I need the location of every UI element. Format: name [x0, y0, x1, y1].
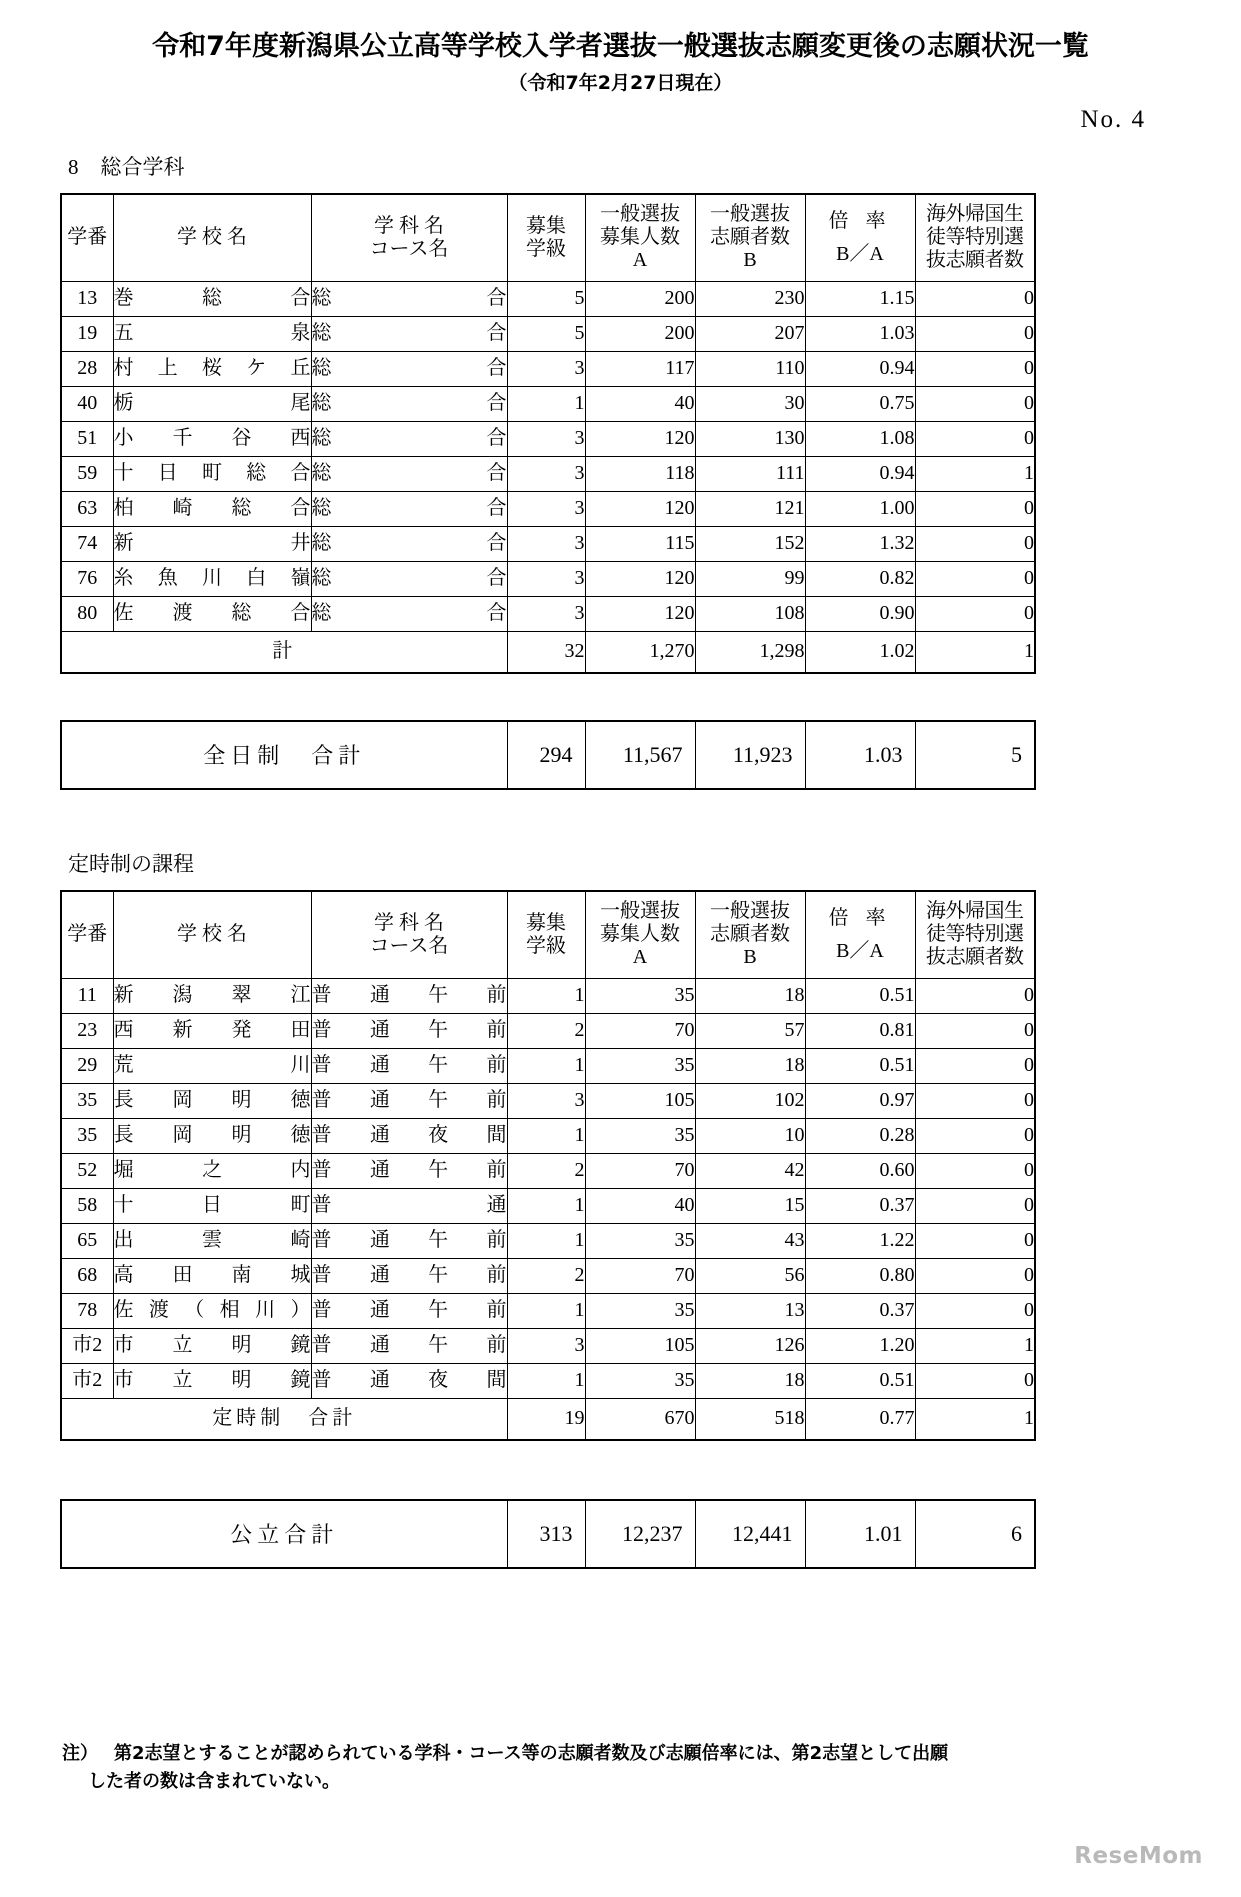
col-header-general-a-line1: 一般選抜: [600, 900, 680, 923]
cell-general-b: 18: [695, 1048, 805, 1083]
cell-gakuban: 29: [61, 1048, 113, 1083]
section-1-number: 8: [68, 154, 79, 179]
cell-gakuban: 11: [61, 978, 113, 1013]
col-header-course-name: [311, 891, 507, 979]
public-summary-ratio: 1.01: [805, 1500, 915, 1568]
cell-general-a: 120: [585, 596, 695, 631]
table-row: [61, 978, 1035, 1013]
page-number: No. 4: [1080, 106, 1146, 133]
cell-course-name: 総 合: [311, 281, 507, 316]
col-header-capacity-line2: 学級: [526, 934, 566, 957]
cell-course-name: 普 通 夜 間: [311, 1118, 507, 1153]
table-row: [61, 351, 1035, 386]
cell-capacity-classes: 1: [507, 1188, 585, 1223]
table-row: [61, 1258, 1035, 1293]
cell-school-name: 新 井: [113, 526, 311, 561]
col-header-general-b-line3: B: [743, 946, 757, 969]
col-header-capacity: [507, 194, 585, 282]
col-header-general-b-line3: B: [743, 249, 757, 272]
cell-overseas: 0: [915, 281, 1035, 316]
cell-general-a: 120: [585, 561, 695, 596]
cell-school-name: 五 泉: [113, 316, 311, 351]
cell-school-name: 十 日 町: [113, 1188, 311, 1223]
col-header-capacity-line1: 募集: [526, 911, 566, 934]
cell-overseas: 0: [915, 1013, 1035, 1048]
col-header-general-a: [585, 891, 695, 979]
cell-capacity-classes: 3: [507, 491, 585, 526]
cell-course-name: 普 通 午 前: [311, 1083, 507, 1118]
cell-overseas: 0: [915, 1083, 1035, 1118]
cell-ratio: 0.51: [805, 978, 915, 1013]
table-row: [61, 1293, 1035, 1328]
table-row: [61, 1083, 1035, 1118]
cell-overseas: 1: [915, 456, 1035, 491]
cell-capacity-classes: 1: [507, 1293, 585, 1328]
cell-general-a: 35: [585, 1293, 695, 1328]
cell-general-a: 40: [585, 1188, 695, 1223]
cell-school-name: 新 潟 翠 江: [113, 978, 311, 1013]
cell-general-a: 105: [585, 1083, 695, 1118]
page-subtitle: （令和7年2月27日現在）: [508, 71, 733, 94]
table-row: [61, 1153, 1035, 1188]
cell-general-b: 126: [695, 1328, 805, 1363]
cell-gakuban: 52: [61, 1153, 113, 1188]
cell-overseas: 0: [915, 526, 1035, 561]
cell-ratio: 0.81: [805, 1013, 915, 1048]
col-header-general-b-line2: 志願者数: [710, 226, 790, 249]
cell-general-a: 105: [585, 1328, 695, 1363]
cell-gakuban: 58: [61, 1188, 113, 1223]
col-header-ratio: [805, 194, 915, 282]
cell-course-name: 総 合: [311, 456, 507, 491]
cell-capacity-classes: 3: [507, 1083, 585, 1118]
col-header-course-name-line2: コース名: [369, 237, 449, 260]
total-classes: 19: [507, 1398, 585, 1440]
cell-general-a: 35: [585, 1223, 695, 1258]
watermark-logo: ReseMom: [1074, 1843, 1203, 1869]
cell-capacity-classes: 3: [507, 526, 585, 561]
cell-gakuban: 35: [61, 1118, 113, 1153]
cell-course-name: 総 合: [311, 491, 507, 526]
cell-ratio: 0.51: [805, 1363, 915, 1398]
cell-course-name: 普 通 午 前: [311, 978, 507, 1013]
cell-capacity-classes: 1: [507, 1118, 585, 1153]
cell-general-b: 230: [695, 281, 805, 316]
cell-school-name: 市 立 明 鏡: [113, 1328, 311, 1363]
cell-course-name: 総 合: [311, 596, 507, 631]
cell-capacity-classes: 2: [507, 1153, 585, 1188]
cell-overseas: 0: [915, 1048, 1035, 1083]
cell-overseas: 0: [915, 1223, 1035, 1258]
cell-school-name: 小 千 谷 西: [113, 421, 311, 456]
col-header-overseas: [915, 891, 1035, 979]
cell-ratio: 1.08: [805, 421, 915, 456]
cell-general-b: 111: [695, 456, 805, 491]
fulltime-summary-row: [61, 721, 1035, 789]
table-teijisei-total-row: [61, 1398, 1035, 1440]
col-header-general-a-line2: 募集人数: [600, 923, 680, 946]
cell-capacity-classes: 3: [507, 351, 585, 386]
footnote-line2: した者の数は含まれていない。: [88, 1770, 340, 1792]
cell-general-b: 57: [695, 1013, 805, 1048]
cell-school-name: 堀 之 内: [113, 1153, 311, 1188]
table-row: [61, 1188, 1035, 1223]
total-label: 定時制 合計: [61, 1398, 507, 1440]
cell-overseas: 0: [915, 386, 1035, 421]
col-header-ratio-line1: 倍 率: [828, 906, 892, 929]
col-header-ratio: [805, 891, 915, 979]
cell-general-b: 130: [695, 421, 805, 456]
cell-gakuban: 68: [61, 1258, 113, 1293]
col-header-general-b-line1: 一般選抜: [710, 900, 790, 923]
cell-course-name: 普 通 午 前: [311, 1048, 507, 1083]
cell-gakuban: 19: [61, 316, 113, 351]
footnote-line1: 第2志望とすることが認められている学科・コース等の志願者数及び志願倍率には、第2志望として出願: [114, 1743, 949, 1764]
cell-general-a: 70: [585, 1258, 695, 1293]
cell-general-b: 10: [695, 1118, 805, 1153]
cell-ratio: 0.75: [805, 386, 915, 421]
col-header-course-name-line1: 学 科 名: [374, 911, 444, 934]
cell-capacity-classes: 3: [507, 561, 585, 596]
cell-general-b: 30: [695, 386, 805, 421]
cell-school-name: 佐 渡 総 合: [113, 596, 311, 631]
cell-school-name: 市 立 明 鏡: [113, 1363, 311, 1398]
public-summary-a: 12,237: [585, 1500, 695, 1568]
col-header-gakuban: 学番: [61, 891, 113, 979]
cell-overseas: 0: [915, 316, 1035, 351]
cell-course-name: 総 合: [311, 316, 507, 351]
col-header-general-a-line1: 一般選抜: [600, 203, 680, 226]
cell-general-b: 121: [695, 491, 805, 526]
col-header-general-b-line2: 志願者数: [710, 923, 790, 946]
col-header-ratio-line2: B／A: [836, 939, 884, 962]
table-teijisei-body: [61, 978, 1035, 1398]
cell-school-name: 柏 崎 総 合: [113, 491, 311, 526]
cell-overseas: 1: [915, 1328, 1035, 1363]
col-header-course-name: [311, 194, 507, 282]
cell-ratio: 1.03: [805, 316, 915, 351]
title-block: [0, 0, 1241, 95]
public-summary-overseas: 6: [915, 1500, 1035, 1568]
cell-overseas: 0: [915, 491, 1035, 526]
cell-school-name: 長 岡 明 徳: [113, 1118, 311, 1153]
public-summary-label: 公立合計: [61, 1500, 507, 1568]
table-header-row: [61, 194, 1035, 282]
cell-course-name: 総 合: [311, 561, 507, 596]
col-header-overseas: [915, 194, 1035, 282]
cell-ratio: 0.51: [805, 1048, 915, 1083]
cell-general-b: 43: [695, 1223, 805, 1258]
cell-general-b: 207: [695, 316, 805, 351]
cell-course-name: 総 合: [311, 351, 507, 386]
cell-capacity-classes: 2: [507, 1013, 585, 1048]
table-row: [61, 526, 1035, 561]
section-2-label: 定時制の課程: [68, 851, 194, 876]
cell-ratio: 1.32: [805, 526, 915, 561]
cell-gakuban: 市2: [61, 1363, 113, 1398]
col-header-capacity-line1: 募集: [526, 214, 566, 237]
cell-general-a: 200: [585, 316, 695, 351]
table-fulltime-summary: [60, 720, 1036, 790]
cell-ratio: 0.80: [805, 1258, 915, 1293]
cell-school-name: 長 岡 明 徳: [113, 1083, 311, 1118]
table-row: [61, 561, 1035, 596]
cell-overseas: 0: [915, 596, 1035, 631]
cell-course-name: 普 通 午 前: [311, 1153, 507, 1188]
table-row: [61, 1118, 1035, 1153]
cell-overseas: 0: [915, 1363, 1035, 1398]
col-header-overseas-line1: 海外帰国生: [926, 203, 1024, 226]
cell-general-b: 108: [695, 596, 805, 631]
col-header-course-name-line1: 学 科 名: [374, 214, 444, 237]
cell-general-b: 18: [695, 978, 805, 1013]
col-header-general-a-line3: A: [632, 249, 648, 272]
cell-gakuban: 51: [61, 421, 113, 456]
total-overseas: 1: [915, 631, 1035, 673]
table-sougou-total-row: [61, 631, 1035, 673]
total-overseas: 1: [915, 1398, 1035, 1440]
cell-ratio: 0.82: [805, 561, 915, 596]
col-header-overseas-line1: 海外帰国生: [926, 900, 1024, 923]
cell-school-name: 糸 魚 川 白 嶺: [113, 561, 311, 596]
col-header-overseas-line2: 徒等特別選: [926, 923, 1024, 946]
table-row: [61, 491, 1035, 526]
table-public-summary: [60, 1499, 1036, 1569]
cell-school-name: 栃 尾: [113, 386, 311, 421]
fulltime-summary-label: 全日制 合計: [61, 721, 507, 789]
total-ratio: 0.77: [805, 1398, 915, 1440]
col-header-gakuban: 学番: [61, 194, 113, 282]
cell-school-name: 西 新 発 田: [113, 1013, 311, 1048]
cell-ratio: 0.94: [805, 456, 915, 491]
cell-capacity-classes: 3: [507, 1328, 585, 1363]
cell-course-name: 総 合: [311, 421, 507, 456]
footnote: [62, 1740, 1181, 1796]
cell-ratio: 0.97: [805, 1083, 915, 1118]
cell-gakuban: 40: [61, 386, 113, 421]
col-header-general-a-line2: 募集人数: [600, 226, 680, 249]
col-header-overseas-line2: 徒等特別選: [926, 226, 1024, 249]
cell-general-b: 102: [695, 1083, 805, 1118]
cell-school-name: 十 日 町 総 合: [113, 456, 311, 491]
cell-school-name: 村 上 桜 ケ 丘: [113, 351, 311, 386]
footnote-lead: 注）: [62, 1743, 98, 1764]
col-header-ratio-line2: B／A: [836, 242, 884, 265]
cell-capacity-classes: 1: [507, 1363, 585, 1398]
cell-school-name: 出 雲 崎: [113, 1223, 311, 1258]
cell-general-a: 35: [585, 1118, 695, 1153]
cell-general-a: 118: [585, 456, 695, 491]
col-header-capacity-line2: 学級: [526, 237, 566, 260]
cell-gakuban: 80: [61, 596, 113, 631]
cell-overseas: 0: [915, 561, 1035, 596]
cell-overseas: 0: [915, 1258, 1035, 1293]
col-header-general-b-line1: 一般選抜: [710, 203, 790, 226]
cell-general-a: 40: [585, 386, 695, 421]
cell-ratio: 0.60: [805, 1153, 915, 1188]
table-sougou-body: [61, 281, 1035, 631]
cell-ratio: 0.37: [805, 1188, 915, 1223]
cell-capacity-classes: 1: [507, 978, 585, 1013]
col-header-general-a-line3: A: [632, 946, 648, 969]
col-header-capacity: [507, 891, 585, 979]
cell-gakuban: 59: [61, 456, 113, 491]
cell-general-b: 42: [695, 1153, 805, 1188]
total-classes: 32: [507, 631, 585, 673]
table-row: [61, 421, 1035, 456]
cell-general-b: 152: [695, 526, 805, 561]
cell-capacity-classes: 3: [507, 456, 585, 491]
col-header-course-name-line2: コース名: [369, 934, 449, 957]
cell-general-a: 35: [585, 978, 695, 1013]
table-row: [61, 1223, 1035, 1258]
col-header-school-name: 学 校 名: [113, 891, 311, 979]
fulltime-summary-ratio: 1.03: [805, 721, 915, 789]
cell-course-name: 普 通 午 前: [311, 1293, 507, 1328]
section-1-label: [68, 151, 1241, 181]
cell-course-name: 普 通 午 前: [311, 1013, 507, 1048]
col-header-school-name: 学 校 名: [113, 194, 311, 282]
cell-school-name: 佐 渡 （ 相 川 ）: [113, 1293, 311, 1328]
section-1-title: 総合学科: [100, 154, 185, 179]
cell-general-a: 200: [585, 281, 695, 316]
cell-overseas: 0: [915, 351, 1035, 386]
cell-general-b: 99: [695, 561, 805, 596]
col-header-overseas-line3: 抜志願者数: [926, 249, 1024, 272]
cell-general-a: 120: [585, 491, 695, 526]
total-b: 1,298: [695, 631, 805, 673]
table-row: [61, 1013, 1035, 1048]
cell-ratio: 1.22: [805, 1223, 915, 1258]
total-label: 計: [61, 631, 507, 673]
table-row: [61, 316, 1035, 351]
cell-ratio: 1.20: [805, 1328, 915, 1363]
cell-course-name: 総 合: [311, 386, 507, 421]
cell-gakuban: 78: [61, 1293, 113, 1328]
table-row: [61, 281, 1035, 316]
cell-gakuban: 35: [61, 1083, 113, 1118]
cell-general-a: 70: [585, 1153, 695, 1188]
cell-gakuban: 13: [61, 281, 113, 316]
cell-overseas: 0: [915, 978, 1035, 1013]
table-row: [61, 456, 1035, 491]
cell-gakuban: 74: [61, 526, 113, 561]
fulltime-summary-overseas: 5: [915, 721, 1035, 789]
cell-capacity-classes: 5: [507, 316, 585, 351]
cell-gakuban: 63: [61, 491, 113, 526]
cell-general-b: 13: [695, 1293, 805, 1328]
cell-course-name: 普 通: [311, 1188, 507, 1223]
cell-course-name: 普 通 午 前: [311, 1223, 507, 1258]
cell-capacity-classes: 1: [507, 386, 585, 421]
table-row: [61, 386, 1035, 421]
cell-general-a: 35: [585, 1363, 695, 1398]
public-summary-b: 12,441: [695, 1500, 805, 1568]
cell-school-name: 巻 総 合: [113, 281, 311, 316]
cell-overseas: 0: [915, 421, 1035, 456]
cell-capacity-classes: 1: [507, 1223, 585, 1258]
cell-ratio: 0.28: [805, 1118, 915, 1153]
cell-general-b: 56: [695, 1258, 805, 1293]
col-header-general-b: [695, 194, 805, 282]
cell-overseas: 0: [915, 1188, 1035, 1223]
cell-ratio: 0.37: [805, 1293, 915, 1328]
cell-overseas: 0: [915, 1118, 1035, 1153]
col-header-overseas-line3: 抜志願者数: [926, 946, 1024, 969]
table-sougou-gakka: [60, 193, 1036, 674]
cell-gakuban: 28: [61, 351, 113, 386]
table-teijisei: [60, 890, 1036, 1441]
table-header-row: [61, 891, 1035, 979]
cell-school-name: 荒 川: [113, 1048, 311, 1083]
cell-general-a: 115: [585, 526, 695, 561]
cell-capacity-classes: 5: [507, 281, 585, 316]
cell-ratio: 0.94: [805, 351, 915, 386]
cell-capacity-classes: 3: [507, 596, 585, 631]
cell-gakuban: 65: [61, 1223, 113, 1258]
table-row: [61, 1328, 1035, 1363]
total-ratio: 1.02: [805, 631, 915, 673]
cell-general-a: 35: [585, 1048, 695, 1083]
cell-capacity-classes: 1: [507, 1048, 585, 1083]
cell-course-name: 普 通 午 前: [311, 1258, 507, 1293]
col-header-ratio-line1: 倍 率: [828, 209, 892, 232]
cell-general-b: 110: [695, 351, 805, 386]
cell-capacity-classes: 3: [507, 421, 585, 456]
cell-course-name: 普 通 夜 間: [311, 1363, 507, 1398]
table-row: [61, 1048, 1035, 1083]
total-b: 518: [695, 1398, 805, 1440]
cell-ratio: 0.90: [805, 596, 915, 631]
cell-course-name: 総 合: [311, 526, 507, 561]
page-title: 令和7年度新潟県公立高等学校入学者選抜一般選抜志願変更後の志願状況一覧: [152, 31, 1089, 62]
cell-general-a: 70: [585, 1013, 695, 1048]
cell-general-a: 120: [585, 421, 695, 456]
col-header-general-b: [695, 891, 805, 979]
col-header-general-a: [585, 194, 695, 282]
public-summary-classes: 313: [507, 1500, 585, 1568]
table-row: [61, 1363, 1035, 1398]
cell-gakuban: 市2: [61, 1328, 113, 1363]
cell-general-b: 15: [695, 1188, 805, 1223]
cell-ratio: 1.15: [805, 281, 915, 316]
cell-ratio: 1.00: [805, 491, 915, 526]
cell-overseas: 0: [915, 1293, 1035, 1328]
total-a: 1,270: [585, 631, 695, 673]
cell-general-a: 117: [585, 351, 695, 386]
cell-gakuban: 23: [61, 1013, 113, 1048]
public-summary-row: [61, 1500, 1035, 1568]
cell-capacity-classes: 2: [507, 1258, 585, 1293]
cell-gakuban: 76: [61, 561, 113, 596]
fulltime-summary-b: 11,923: [695, 721, 805, 789]
cell-school-name: 高 田 南 城: [113, 1258, 311, 1293]
table-row: [61, 596, 1035, 631]
cell-course-name: 普 通 午 前: [311, 1328, 507, 1363]
fulltime-summary-a: 11,567: [585, 721, 695, 789]
total-a: 670: [585, 1398, 695, 1440]
fulltime-summary-classes: 294: [507, 721, 585, 789]
cell-overseas: 0: [915, 1153, 1035, 1188]
cell-general-b: 18: [695, 1363, 805, 1398]
